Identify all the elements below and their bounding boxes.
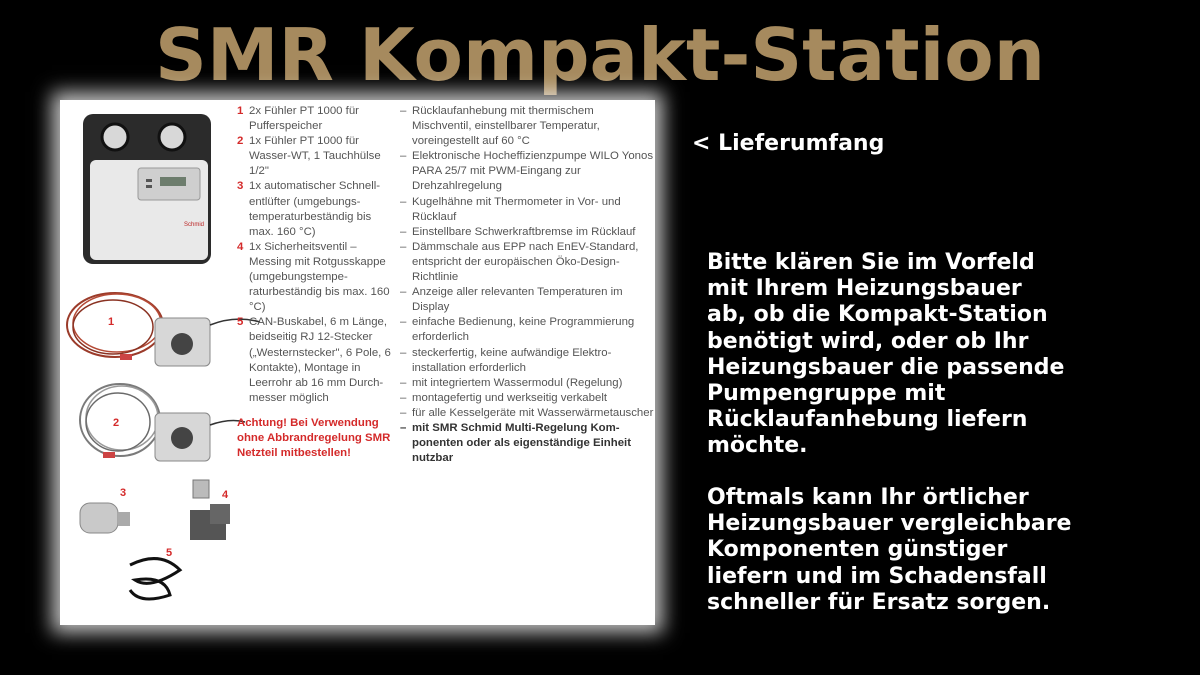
item-text: 1x Sicherheitsventil – Messing mit Rotgusskappe (umgebungstemperaturbeständig bis max. 160 °C)	[249, 240, 390, 314]
feature-text: Kugelhähne mit Thermometer in Vor- und Rücklauf	[412, 195, 621, 223]
bullet-dash: –	[400, 150, 407, 163]
delivery-item	[237, 104, 397, 134]
bullet-dash: –	[400, 421, 407, 434]
delivery-item	[237, 240, 397, 315]
item-text: 1x Fühler PT 1000 für Wasser-WT, 1 Tauchhülse 1/2"	[249, 135, 381, 178]
bullet-dash: –	[400, 406, 407, 419]
sensor-2-photo	[80, 384, 245, 461]
info-paragraph-2: Oftmals kann Ihr örtlicher Heizungsbauer vergleichbare Komponenten günstiger liefern und im Schadensfall schneller für Ersatz sorgen.	[707, 485, 1072, 615]
delivery-items-list	[237, 104, 397, 461]
feature-item	[400, 406, 655, 421]
feature-list	[400, 104, 655, 466]
feature-text: Dämmschale aus EPP nach EnEV-Standard, entspricht der europäischen Öko-Design-Richtlinie	[412, 240, 639, 284]
feature-item	[400, 225, 655, 240]
item-number: 2	[237, 135, 244, 148]
can-bus-cable-photo	[130, 547, 180, 599]
safety-valve-photo	[190, 480, 230, 540]
feature-item	[400, 315, 655, 345]
catalog-image	[60, 100, 655, 625]
feature-item	[400, 346, 655, 376]
item-number: 3	[237, 180, 244, 193]
feature-item	[400, 240, 655, 285]
item-number: 1	[237, 105, 244, 117]
bullet-dash: –	[400, 286, 407, 299]
image-label-1: 1	[108, 316, 115, 328]
bullet-dash: –	[400, 376, 407, 389]
page-title: SMR Kompakt-Station	[154, 13, 1045, 97]
feature-text: Anzeige aller relevanten Temperaturen im Display	[412, 286, 623, 314]
feature-text: montagefertig und werkseitig verkabelt	[412, 391, 608, 404]
item-number: 5	[237, 316, 244, 329]
feature-item	[400, 104, 655, 149]
item-number: 4	[237, 240, 244, 253]
air-vent-photo	[80, 487, 130, 533]
bullet-dash: –	[400, 195, 407, 208]
warning-note: Achtung! Bei Verwendung ohne Abbrandregelung SMR Netzteil mitbestellen!	[237, 416, 391, 460]
feature-text: mit SMR Schmid Multi-Regelung Komponenten oder als eigenständige Einheit nutzbar	[412, 421, 631, 465]
feature-item	[400, 149, 655, 194]
bullet-dash: –	[400, 240, 407, 253]
feature-text: für alle Kesselgeräte mit Wasserwärmetauscher	[412, 406, 654, 419]
feature-item	[400, 421, 655, 466]
sensor-1-photo	[67, 293, 260, 366]
item-text: CAN-Buskabel, 6 m Länge, beidseitig RJ 12-Stecker („Westernstecker", 6 Pole, 6 Kontakte), Montage in Leerrohr ab 16 mm Durchmesser möglich	[249, 316, 391, 404]
feature-text: Rücklaufanhebung mit thermischem Mischventil, einstellbarer Temperatur, voreingestellt auf 60 °C	[412, 105, 600, 148]
feature-text: Elektronische Hocheffizienzpumpe WILO Yonos PARA 25/7 mit PWM-Eingang zur Drehzahlregelung	[412, 150, 654, 193]
delivery-item	[237, 315, 397, 406]
image-label-4: 4	[222, 489, 229, 501]
bullet-dash: –	[400, 225, 407, 238]
feature-item	[400, 285, 655, 315]
image-label-3: 3	[120, 487, 127, 499]
feature-item	[400, 376, 655, 391]
delivery-item	[237, 134, 397, 179]
feature-text: Einstellbare Schwerkraftbremse im Rücklauf	[412, 225, 636, 238]
feature-text: einfache Bedienung, keine Programmierung erforderlich	[412, 316, 635, 344]
compact-station-photo	[83, 114, 211, 264]
bullet-dash: –	[400, 316, 407, 329]
delivery-item	[237, 179, 397, 239]
feature-text: steckerfertig, keine aufwändige Elektroinstallation erforderlich	[412, 346, 612, 374]
bullet-dash: –	[400, 346, 407, 359]
info-paragraph-1: Bitte klären Sie im Vorfeld mit Ihrem Heizungsbauer ab, ob die Kompakt-Station benötigt wird, oder ob Ihr Heizungsbauer die passende Pumpengruppe mit Rücklaufanhebung liefern möchte.	[707, 250, 1065, 459]
lieferumfang-label: < Lieferumfang	[692, 131, 885, 156]
bullet-dash: –	[400, 105, 407, 117]
image-label-2: 2	[113, 417, 120, 429]
item-text: 2x Fühler PT 1000 für Pufferspeicher	[249, 105, 359, 133]
feature-text: mit integriertem Wassermodul (Regelung)	[412, 376, 623, 389]
feature-item	[400, 391, 655, 406]
feature-item	[400, 195, 655, 225]
brand-logo: Schmid	[184, 222, 205, 228]
item-text: 1x automatischer Schnellentlüfter (umgebungstemperaturbeständig bis max. 160 °C)	[249, 180, 381, 238]
image-label-5: 5	[166, 547, 173, 559]
bullet-dash: –	[400, 391, 407, 404]
